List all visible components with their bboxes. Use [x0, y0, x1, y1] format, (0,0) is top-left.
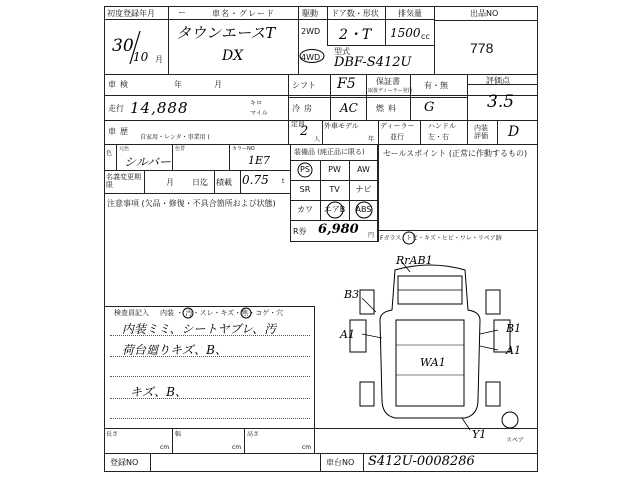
car-name-label: 車名・グレード	[212, 9, 275, 18]
col-line	[363, 453, 364, 472]
shaken-month-unit: 月	[214, 80, 222, 89]
row-line	[288, 97, 467, 98]
history-sub: 自家用・レンタ・事業用 (	[140, 134, 210, 141]
car-name-dash: ー	[178, 8, 186, 17]
height-label: 高さ	[247, 431, 260, 438]
shift-value: F5	[337, 76, 356, 92]
note-line-4: キズ、B、	[130, 385, 187, 399]
interior-value: D	[508, 124, 520, 140]
row-line	[104, 74, 538, 75]
shift-label: シフト	[292, 81, 316, 90]
load-value: 0.75	[242, 173, 269, 187]
row-line	[327, 45, 434, 46]
doors-label: ドア数・形状	[331, 9, 379, 18]
col-line	[385, 6, 386, 45]
history-label: 車歴	[108, 127, 132, 136]
width-label: 幅	[175, 431, 182, 438]
equip-item: SR	[299, 185, 311, 194]
diagram-label: WA1	[420, 356, 446, 369]
aircon-value: AC	[340, 101, 358, 115]
capacity-unit: 人	[314, 136, 321, 143]
height-unit: cm	[302, 444, 312, 451]
import-label: 外車モデル	[324, 122, 359, 130]
displacement-value: 1500	[390, 26, 421, 40]
score-label: 評価点	[486, 76, 510, 85]
dealer-sub: 並行	[390, 133, 404, 141]
rename-label: 名義変更期限	[106, 173, 141, 189]
equip-item: PW	[328, 165, 341, 174]
drive-4wd-circle	[298, 48, 326, 64]
equip-circle-marks	[290, 160, 378, 220]
col-line	[116, 144, 117, 170]
inspector-label: 検査員記入	[114, 309, 149, 317]
note-line	[110, 418, 310, 419]
row-line	[104, 170, 290, 171]
note-line-1: 内装ミミ、シートヤブレ、汚	[122, 322, 277, 336]
equip-item: ナビ	[355, 185, 372, 194]
import-unit: 年	[368, 136, 375, 143]
diagram-label: B3	[344, 288, 360, 301]
lot-value: 778	[470, 40, 494, 56]
capacity-value: 2	[300, 124, 309, 139]
shaken-year-unit: 年	[174, 80, 182, 89]
glass-options: トビ・キズ・ヒビ・ワレ・リペア跡	[406, 235, 502, 242]
fuel-label: 燃料	[376, 104, 400, 113]
col-line	[327, 6, 328, 45]
col-line	[320, 453, 321, 472]
chassis-label: 車台NO	[326, 458, 355, 467]
load-unit: t	[282, 178, 285, 185]
aircon-label: 冷房	[292, 104, 316, 113]
equip-item: TV	[329, 185, 340, 194]
col-line	[420, 120, 421, 144]
col-line	[314, 428, 315, 453]
date-slash	[128, 30, 142, 66]
mile-unit: マイル	[250, 110, 268, 117]
handle-label: ハンドル	[428, 122, 456, 130]
reg-no-label: 登録NO	[110, 458, 139, 467]
first-reg-month: 10	[133, 50, 149, 64]
rename-month: 月	[166, 178, 174, 187]
col-line	[144, 170, 145, 193]
color-no-label: カラーNO	[232, 146, 255, 152]
col-line	[288, 120, 289, 144]
car-name-value: タウンエースT	[176, 24, 276, 42]
mileage-value: 14,888	[130, 99, 189, 117]
score-value: 3.5	[487, 92, 515, 112]
rename-day: 日迄	[192, 178, 208, 187]
col-line	[150, 453, 151, 472]
warranty-options: 有・無	[424, 81, 448, 90]
diagram-label: A1	[340, 328, 355, 341]
displacement-label: 排気量	[398, 9, 422, 18]
first-reg-label: 初度登録年月	[107, 9, 155, 18]
length-unit: cm	[160, 444, 170, 451]
row-line	[104, 193, 290, 194]
col-line	[168, 6, 169, 74]
recycle-label: R券	[293, 227, 307, 236]
col-line	[322, 120, 323, 144]
first-reg-year: 30	[112, 36, 134, 56]
width-unit: cm	[232, 444, 242, 451]
cc-unit: cc	[421, 32, 430, 41]
col-line	[229, 144, 230, 170]
equip-item: エアB	[323, 205, 346, 214]
note-line	[110, 376, 310, 377]
handle-options: 左・右	[428, 133, 449, 141]
diagram-label: RrAB1	[396, 254, 433, 267]
diagram-label: Y1	[472, 428, 487, 441]
col-line	[434, 6, 435, 74]
grade-value: DX	[222, 48, 244, 64]
load-label: 積載	[216, 178, 232, 187]
warranty-label: 保証書	[376, 77, 400, 86]
capacity-label: 定員	[291, 120, 305, 128]
color-label: 色	[106, 150, 113, 157]
notes-label: 注意事項 (欠品・修復・不具合箇所および状態)	[107, 199, 276, 208]
col-line	[214, 170, 215, 193]
equip-item: AW	[357, 165, 370, 174]
model-value: DBF-S412U	[334, 55, 412, 70]
color-orig-label: 元色	[119, 146, 130, 152]
col-line	[172, 144, 173, 170]
km-unit: キロ	[250, 100, 263, 107]
dealer-label: ディーラー	[380, 122, 415, 130]
col-line	[497, 120, 498, 144]
row-line	[290, 220, 378, 221]
color-no-value: 1E7	[248, 154, 271, 167]
warranty-sub: 取扱ディーラー発行	[368, 88, 413, 94]
sales-points-label: セールスポイント (正常に作動するもの)	[383, 149, 528, 158]
equip-item: PS	[300, 165, 310, 174]
col-line	[378, 120, 379, 144]
recycle-unit: 円	[368, 232, 375, 239]
diagram-label: スペア	[506, 437, 525, 444]
color-orig-value: シルバー	[124, 155, 171, 169]
equipment-label: 装備品 (純正品に限る)	[294, 148, 365, 156]
car-diagram	[340, 250, 520, 430]
diagram-label: B1	[506, 322, 522, 335]
mileage-label: 走行	[108, 104, 124, 113]
col-line	[314, 306, 315, 428]
model-label: 型式	[334, 47, 350, 56]
inspector-options: 内装 ・ 汚・スレ・キズ・焦・コゲ・穴	[160, 309, 284, 317]
inspector-circles	[182, 306, 272, 320]
equip-item: カワ	[297, 205, 313, 214]
drive-4wd: 4WD	[301, 53, 321, 62]
lot-label: 出品NO	[470, 9, 499, 18]
col-line	[172, 428, 173, 453]
shaken-label: 車検	[108, 80, 132, 89]
diagram-label: A1	[506, 344, 521, 357]
color-now-label: 色替	[175, 146, 186, 152]
drive-label: 駆動	[302, 9, 318, 18]
row-line	[104, 120, 538, 121]
first-reg-month-unit: 月	[155, 55, 163, 64]
col-line	[240, 170, 241, 193]
chassis-value: S412U-0008286	[368, 454, 475, 469]
glass-label: Fガラス	[380, 235, 402, 242]
row-line	[434, 20, 538, 21]
interior-label: 内装評価	[474, 124, 488, 140]
note-line-2: 荷台廻りキズ、B、	[122, 343, 227, 357]
drive-2wd: 2WD	[301, 27, 321, 36]
col-line	[378, 144, 379, 242]
glass-circle	[402, 231, 416, 245]
equip-item: ABS	[355, 205, 372, 214]
length-label: 長さ	[106, 431, 119, 438]
col-line	[244, 428, 245, 453]
doors-value: 2・T	[339, 27, 372, 43]
row-line	[104, 95, 538, 96]
recycle-value: 6,980	[318, 222, 359, 237]
fuel-value: G	[424, 100, 435, 115]
